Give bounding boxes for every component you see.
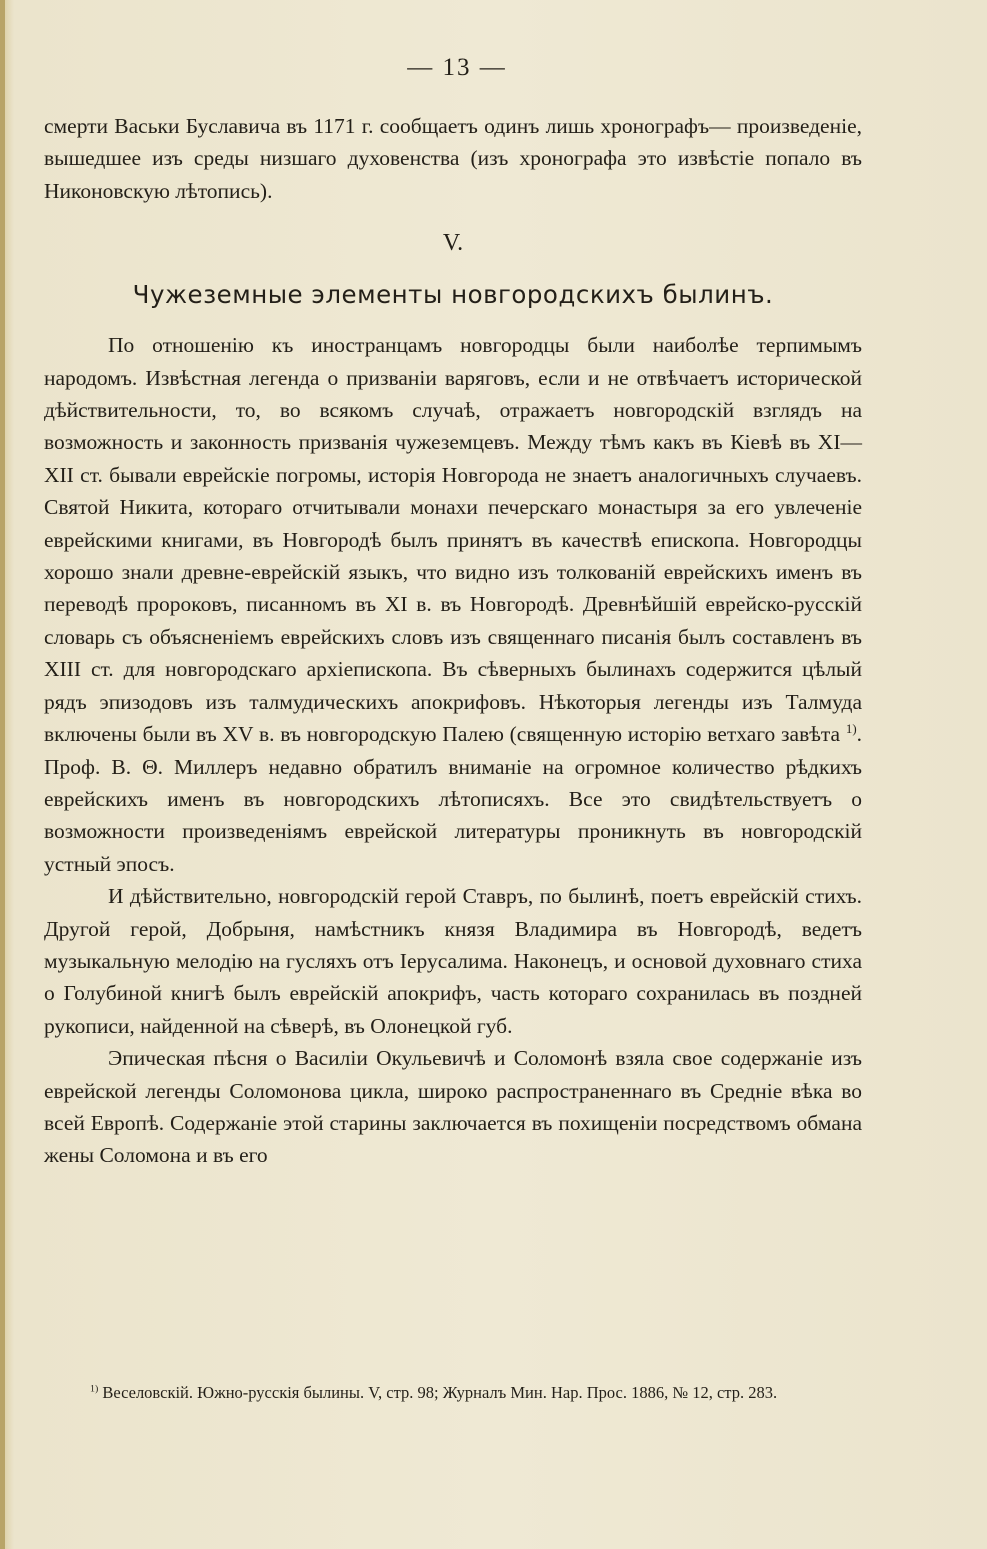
chapter-title: Чужеземные элементы новгородскихъ былинъ. (132, 280, 774, 310)
intro-paragraph: смерти Васьки Буславича въ 1171 г. сообщаетъ одинъ лишь хронографъ— произведеніе, вышедшее изъ среды низшаго духовенства (изъ хронографа это извѣстіе попало въ Никоновскую лѣтопись). (44, 114, 862, 203)
footnotes (44, 1381, 862, 1405)
paragraph-text-continued: . Проф. В. Θ. Миллеръ недавно обратилъ вниманіе на огромное количество рѣдкихъ еврейскихъ именъ въ новгородскихъ лѣтописяхъ. Все это свидѣтельствуетъ о возможности произведеніямъ еврейской литературы проникнуть въ новгородскій устный эпосъ. (44, 722, 863, 876)
footnote-text: Веселовскій. Южно-русскія былины. V, стр. 98; Журналъ Мин. Нар. Прос. 1886, № 12, стр. 283. (98, 1383, 778, 1402)
footnote-item (44, 1381, 862, 1405)
page-spine-edge (0, 0, 5, 1549)
paragraph-heroes: И дѣйствительно, новгородскій герой Ставръ, по былинѣ, поетъ еврейскій стихъ. Другой герой, Добрыня, намѣстникъ князя Владимира въ Новгородѣ, ведетъ музыкальную мелодію на гусляхъ отъ Іерусалима. Наконецъ, и основой духовнаго стиха о Голубиной книгѣ былъ еврейскій апокрифъ, часть котораго сохранилась въ поздней рукописи, найденной на сѣверѣ, въ Олонецкой губ. (44, 884, 862, 1038)
paragraph-solomon: Эпическая пѣсня о Василіи Окульевичѣ и Соломонѣ взяла свое содержаніе изъ еврейской легенды Соломонова цикла, широко распространеннаго въ Средніе вѣка во всей Европѣ. Содержаніе этой старины заключается въ похищеніи посредствомъ обмана жены Соломона и въ его (44, 1046, 862, 1168)
paragraph-foreigners (44, 329, 862, 880)
page-number: — 13 — (407, 54, 507, 81)
footnote-marker: 1) (90, 1383, 99, 1395)
footnote-reference[interactable]: 1) (845, 721, 857, 736)
section-number: V. (442, 230, 464, 257)
paragraph-text: По отношенію къ иностранцамъ новгородцы были наиболѣе терпимымъ народомъ. Извѣстная легенда о призваніи варяговъ, если и не отвѣчаетъ исторической дѣйствительности, то, во всякомъ случаѣ, отражаетъ новгородскій взглядъ на возможность и законность призванія чужеземцевъ. Между тѣмъ какъ въ Кіевѣ въ XI—XII ст. бывали еврейскіе погромы, исторія Новгорода не знаетъ аналогичныхъ случаевъ. Святой Никита, котораго отчитывали монахи печерскаго монастыря за его увлеченіе еврейскими книгами, въ Новгородѣ былъ принятъ въ качествѣ епископа. Новгородцы хорошо знали древне-еврейскій языкъ, что видно изъ толкованій еврейскихъ именъ въ переводѣ пророковъ, писанномъ въ XI в. въ Новгородѣ. Древнѣйшій еврейско-русскій словарь съ объясненіемъ еврейскихъ словъ изъ священнаго писанія былъ составленъ въ XIII ст. для новгородскаго архіепископа. Въ сѣверныхъ былинахъ содержится цѣлый рядъ эпизодовъ изъ талмудическихъ апокрифовъ. Нѣкоторыя легенды изъ Талмуда включены были въ XV в. въ новгородскую Палею (священную исторію ветхаго завѣта (44, 333, 862, 747)
main-text (44, 110, 862, 1172)
